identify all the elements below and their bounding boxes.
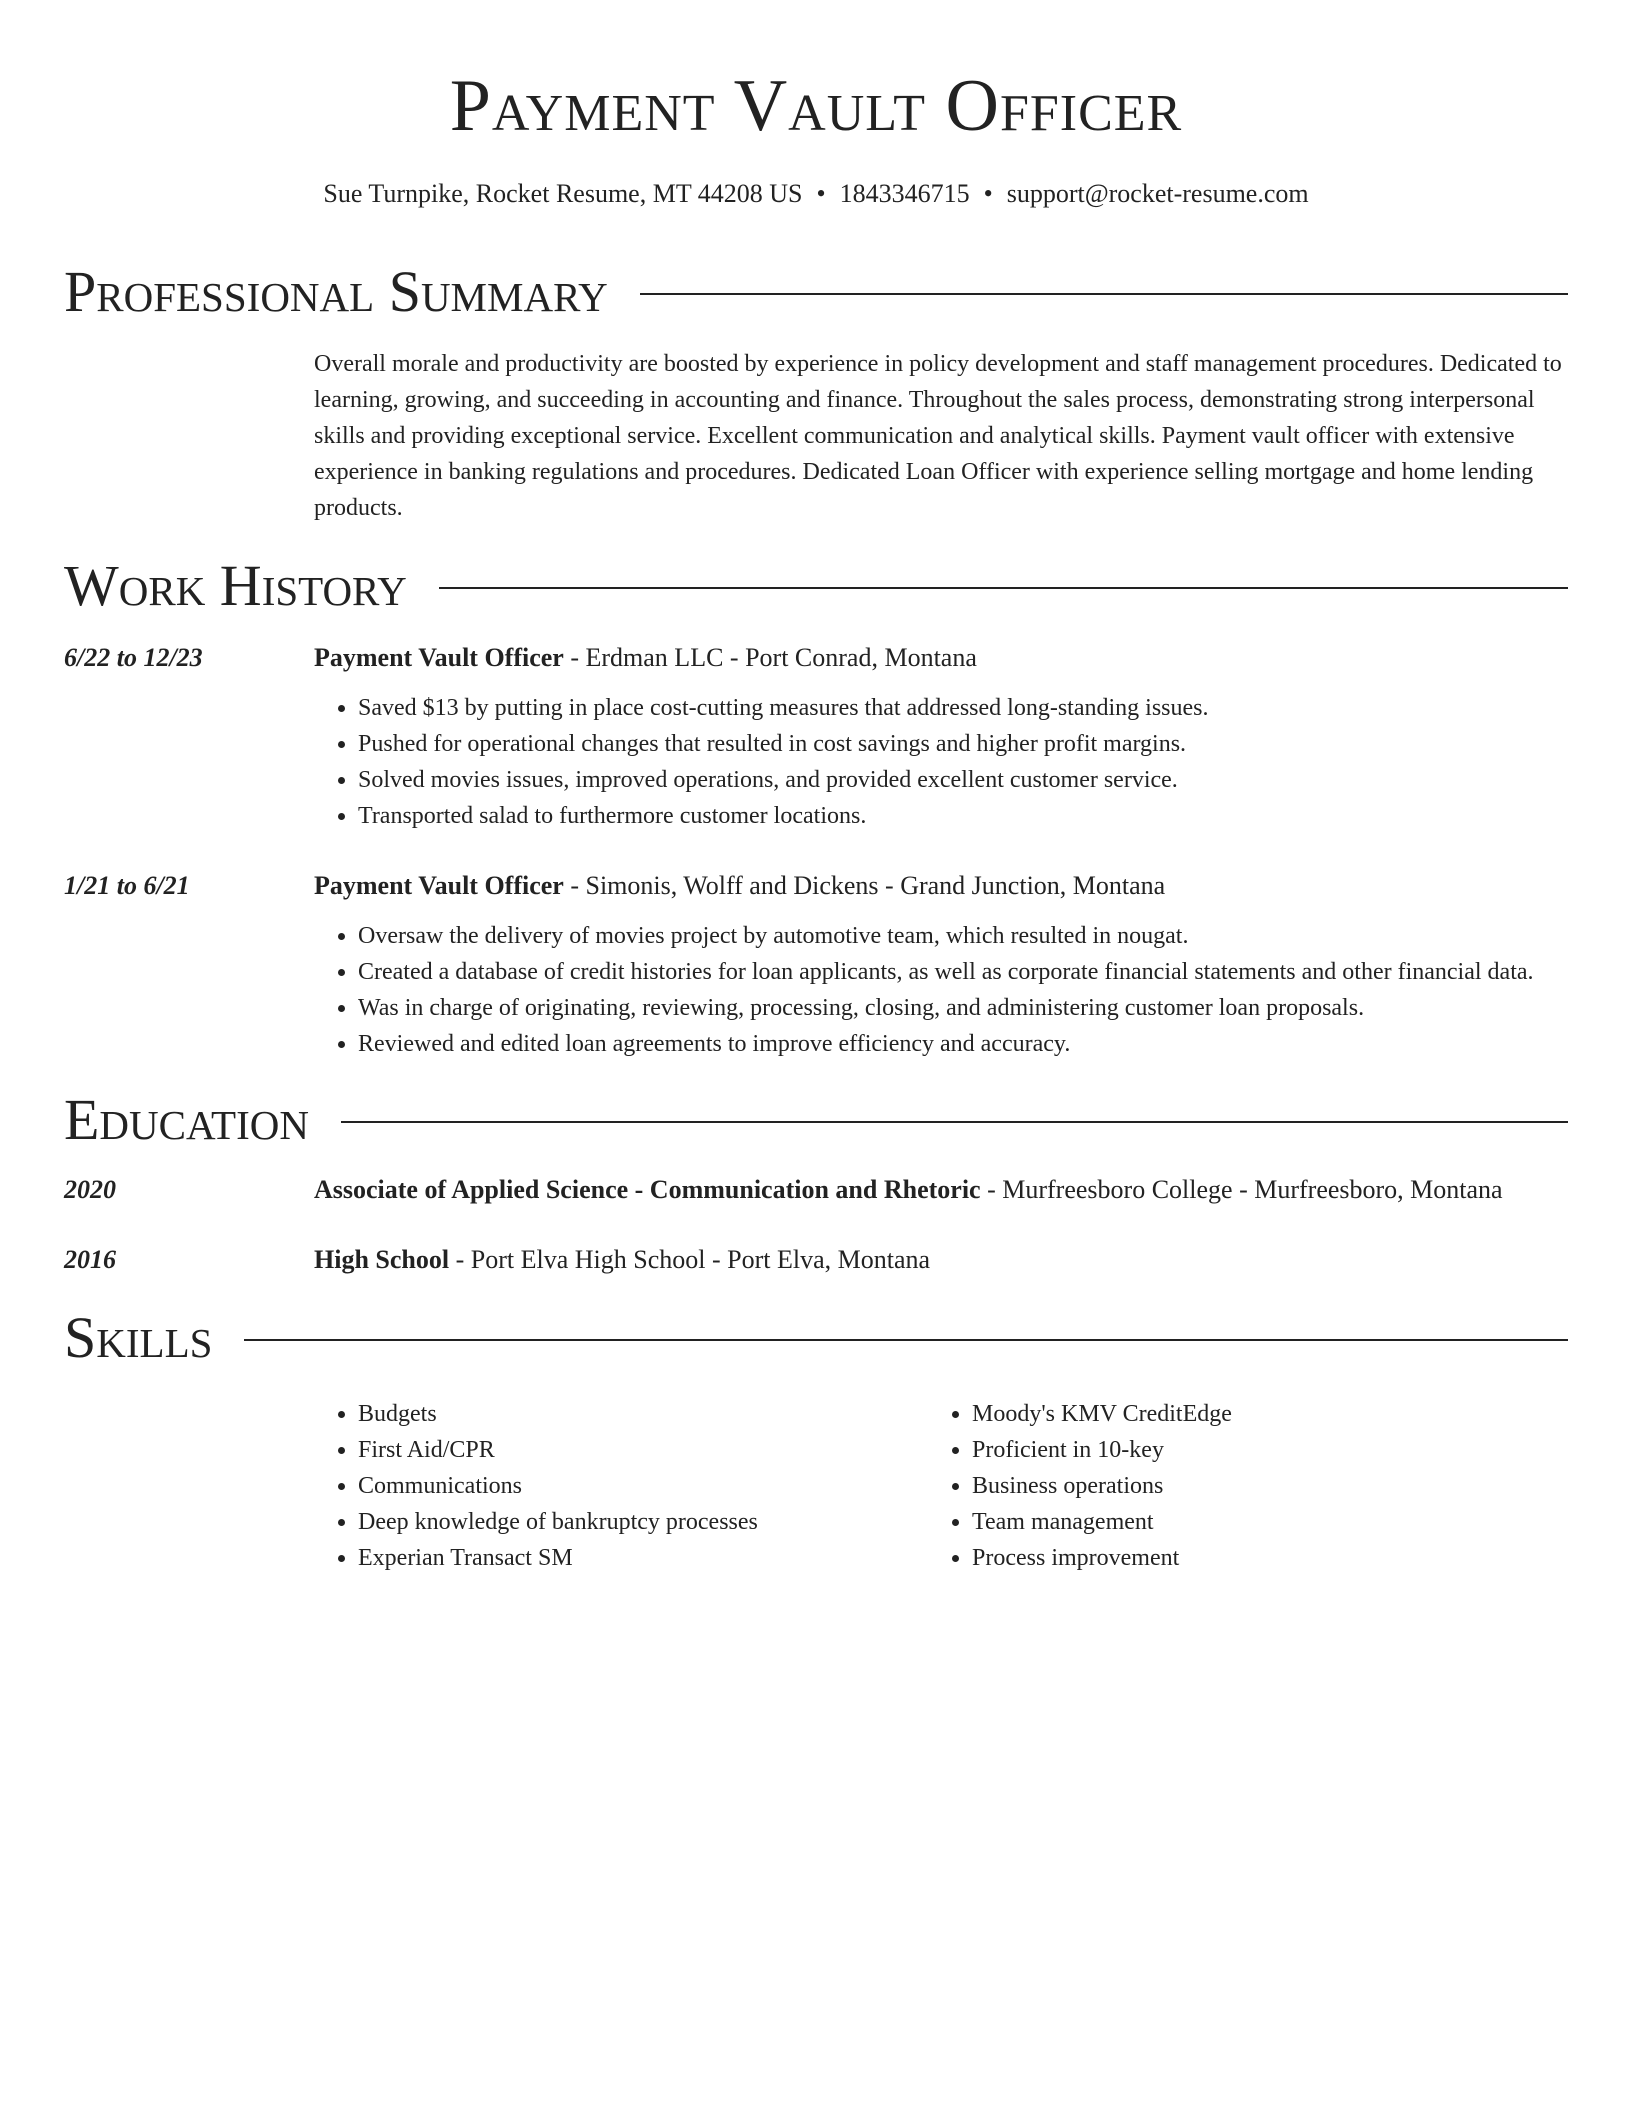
education-school: - Port Elva High School - Port Elva, Montana (449, 1245, 931, 1274)
resume-name: Payment Vault Officer (449, 65, 1183, 147)
job-title-line (314, 640, 1568, 676)
section-divider (640, 293, 1568, 295)
job-title: Payment Vault Officer (314, 643, 564, 672)
job-company: - Simonis, Wolff and Dickens - Grand Junction, Montana (563, 871, 1166, 900)
section-divider (341, 1121, 1568, 1123)
skill-item: • Proficient in 10-key (972, 1432, 1542, 1468)
education-details (314, 1242, 1568, 1278)
section-header-skills (64, 1304, 1568, 1372)
list-item: • Created a database of credit histories for loan applicants, as well as corporate financial statements and other financial data. (358, 954, 1568, 990)
contact-email: support@rocket-resume.com (1006, 179, 1309, 208)
job-bullets (314, 690, 1568, 834)
summary-left-spacer (64, 346, 314, 526)
list-item: • Oversaw the delivery of movies project by automotive team, which resulted in nougat. (358, 918, 1568, 954)
list-item: • Reviewed and edited loan agreements to improve efficiency and accuracy. (358, 1026, 1568, 1062)
contact-separator: • (816, 179, 826, 208)
section-header-education (64, 1086, 1568, 1154)
list-item: • Saved $13 by putting in place cost-cutting measures that addressed long-standing issues. (358, 690, 1568, 726)
education-year: 2020 (64, 1175, 116, 1204)
section-title: Education (64, 1087, 309, 1152)
section-header-work-history (64, 552, 1568, 620)
skill-item: • Budgets (358, 1396, 928, 1432)
job-details (314, 640, 1568, 834)
education-degree: Associate of Applied Science - Communication and Rhetoric (314, 1175, 981, 1204)
job-title-line (314, 868, 1568, 904)
skill-item: • Deep knowledge of bankruptcy processes (358, 1504, 928, 1540)
job-entry (64, 868, 1568, 1062)
job-dates: 1/21 to 6/21 (64, 871, 190, 900)
education-entry (64, 1242, 1568, 1278)
section-divider (244, 1339, 1568, 1341)
section-title: Skills (64, 1305, 213, 1370)
skills-grid (314, 1396, 1542, 1576)
skill-item: • Experian Transact SM (358, 1540, 928, 1576)
job-entry (64, 640, 1568, 834)
skill-item: • Communications (358, 1468, 928, 1504)
skills-list-right (928, 1396, 1542, 1576)
resume-page (64, 0, 1568, 1576)
skills-left-spacer (64, 1396, 314, 1576)
skills-row (64, 1396, 1568, 1576)
summary-row (64, 346, 1568, 526)
contact-address: Sue Turnpike, Rocket Resume, MT 44208 US (323, 179, 803, 208)
summary-text: Overall morale and productivity are boosted by experience in policy development and staff management procedures. Dedicated to learning, growing, and succeeding in accounting and finance. Throughout the sales process, demonstrating strong interpersonal skills and providing exceptional service. Excellent communication and analytical skills. Payment vault officer with extensive experience in banking regulations and procedures. Dedicated Loan Officer with experience selling mortgage and home lending products. (314, 351, 1562, 521)
education-year: 2016 (64, 1245, 116, 1274)
skill-item: • First Aid/CPR (358, 1432, 928, 1468)
education-entry (64, 1172, 1568, 1208)
job-details (314, 868, 1568, 1062)
contact-phone: 1843346715 (839, 179, 970, 208)
skills-list-left (314, 1396, 928, 1576)
section-title: Work History (64, 553, 407, 618)
section-divider (439, 587, 1568, 589)
list-item: • Transported salad to furthermore customer locations. (358, 798, 1568, 834)
list-item: • Pushed for operational changes that resulted in cost savings and higher profit margins. (358, 726, 1568, 762)
job-bullets (314, 918, 1568, 1062)
education-details (314, 1172, 1568, 1208)
education-school: - Murfreesboro College - Murfreesboro, Montana (980, 1175, 1503, 1204)
contact-separator: • (983, 179, 993, 208)
education-degree: High School (314, 1245, 450, 1274)
list-item: • Solved movies issues, improved operations, and provided excellent customer service. (358, 762, 1568, 798)
job-dates: 6/22 to 12/23 (64, 643, 203, 672)
section-title: Professional Summary (64, 259, 608, 324)
list-item: • Was in charge of originating, reviewing, processing, closing, and administering customer loan proposals. (358, 990, 1568, 1026)
job-company: - Erdman LLC - Port Conrad, Montana (563, 643, 977, 672)
contact-line (64, 176, 1568, 212)
skill-item: • Business operations (972, 1468, 1542, 1504)
job-title: Payment Vault Officer (314, 871, 564, 900)
section-header-summary (64, 258, 1568, 326)
skill-item: • Moody's KMV CreditEdge (972, 1396, 1542, 1432)
skill-item: • Process improvement (972, 1540, 1542, 1576)
skill-item: • Team management (972, 1504, 1542, 1540)
